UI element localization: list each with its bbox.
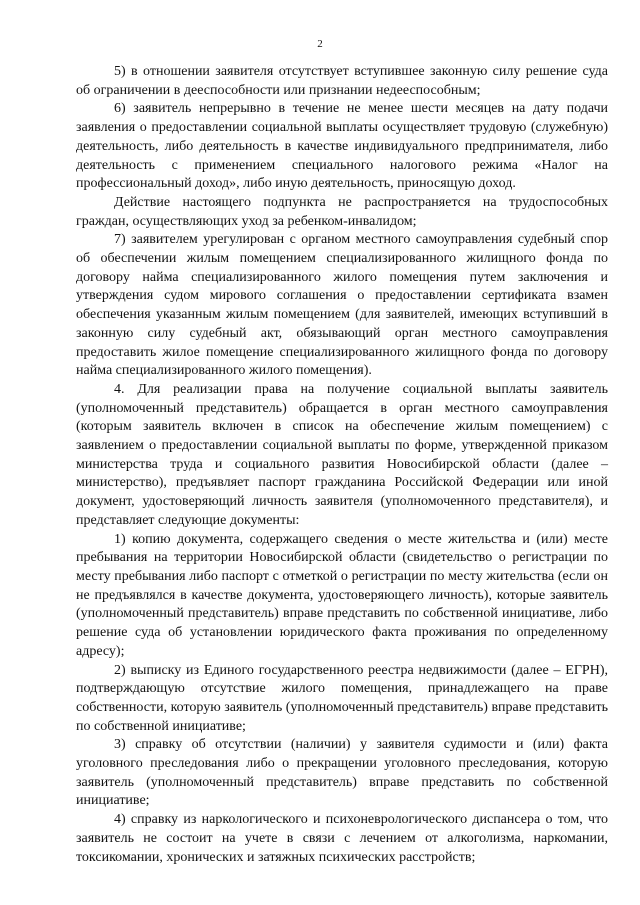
- paragraph-document-3: 3) справку об отсутствии (наличии) у заявителя судимости и (или) факта уголовного преследования либо о прекращении уголовного преследования, которую заявитель (уполномоченный представитель) вправе представить по собственной инициативе;: [76, 737, 608, 809]
- paragraph-document-4: 4) справку из наркологического и психоневрологического диспансера о том, что заявитель не состоит на учете в связи с лечением от алкоголизма, наркомании, токсикомании, хронических и затяжных психических расстройств;: [76, 812, 608, 865]
- paragraph-item-5: 5) в отношении заявителя отсутствует вступившее законную силу решение суда об ограничении в дееспособности или признании недееспособным;: [76, 64, 608, 98]
- document-body: [76, 63, 608, 867]
- paragraph-item-7: 7) заявителем урегулирован с органом местного самоуправления судебный спор об обеспечении жилым помещением специализированного жилищного фонда по договору найма специализированного жилого помещения путем заключения и утверждения судом мирового соглашения о предоставлении сертификата взамен обеспечения указанным жилым помещением (для заявителей, имеющих вступивший в законную силу судебный акт, обязывающий орган местного самоуправления предоставить жилое помещение специализированного жилищного фонда по договору найма специализированного жилого помещения).: [76, 232, 608, 379]
- paragraph-section-4: 4. Для реализации права на получение социальной выплаты заявитель (уполномоченный представитель) обращается в орган местного самоуправления (которым заявитель включен в список на обеспечение жилым помещением) с заявлением о предоставлении социальной выплаты по форме, утвержденной приказом министерства труда и социального развития Новосибирской области (далее –министерство), предъявляет паспорт гражданина Российской Федерации или иной документ, удостоверяющий личность заявителя (уполномоченного представителя), и представляет следующие документы:: [76, 381, 608, 528]
- paragraph-document-2: 2) выписку из Единого государственного реестра недвижимости (далее – ЕГРН), подтверждающую отсутствие жилого помещения, принадлежащего на праве собственности, которую заявитель (уполномоченный представитель) вправе представить по собственной инициативе;: [76, 662, 608, 734]
- paragraph-document-1: 1) копию документа, содержащего сведения о месте жительства и (или) месте пребывания на территории Новосибирской области (свидетельство о регистрации по месту пребывания либо паспорт с отметкой о регистрации по месту жительства (если он не предъявлялся в качестве документа, удостоверяющего личность), которые заявитель (уполномоченный представитель) вправе представить по собственной инициативе, либо решение суда об установлении юридического факта проживания по определенному адресу);: [76, 531, 608, 659]
- paragraph-item-6: 6) заявитель непрерывно в течение не менее шести месяцев на дату подачи заявления о предоставлении социальной выплаты осуществляет трудовую (служебную) деятельность, либо деятельность в качестве индивидуального предпринимателя, либо деятельность с применением специального налогового режима «Налог на профессиональный доход», либо иную деятельность, приносящую доход.: [76, 101, 608, 192]
- page-number: 2: [317, 38, 323, 50]
- paragraph-note: Действие настоящего подпункта не распространяется на трудоспособных граждан, осуществляющих уход за ребенком-инвалидом;: [76, 194, 608, 229]
